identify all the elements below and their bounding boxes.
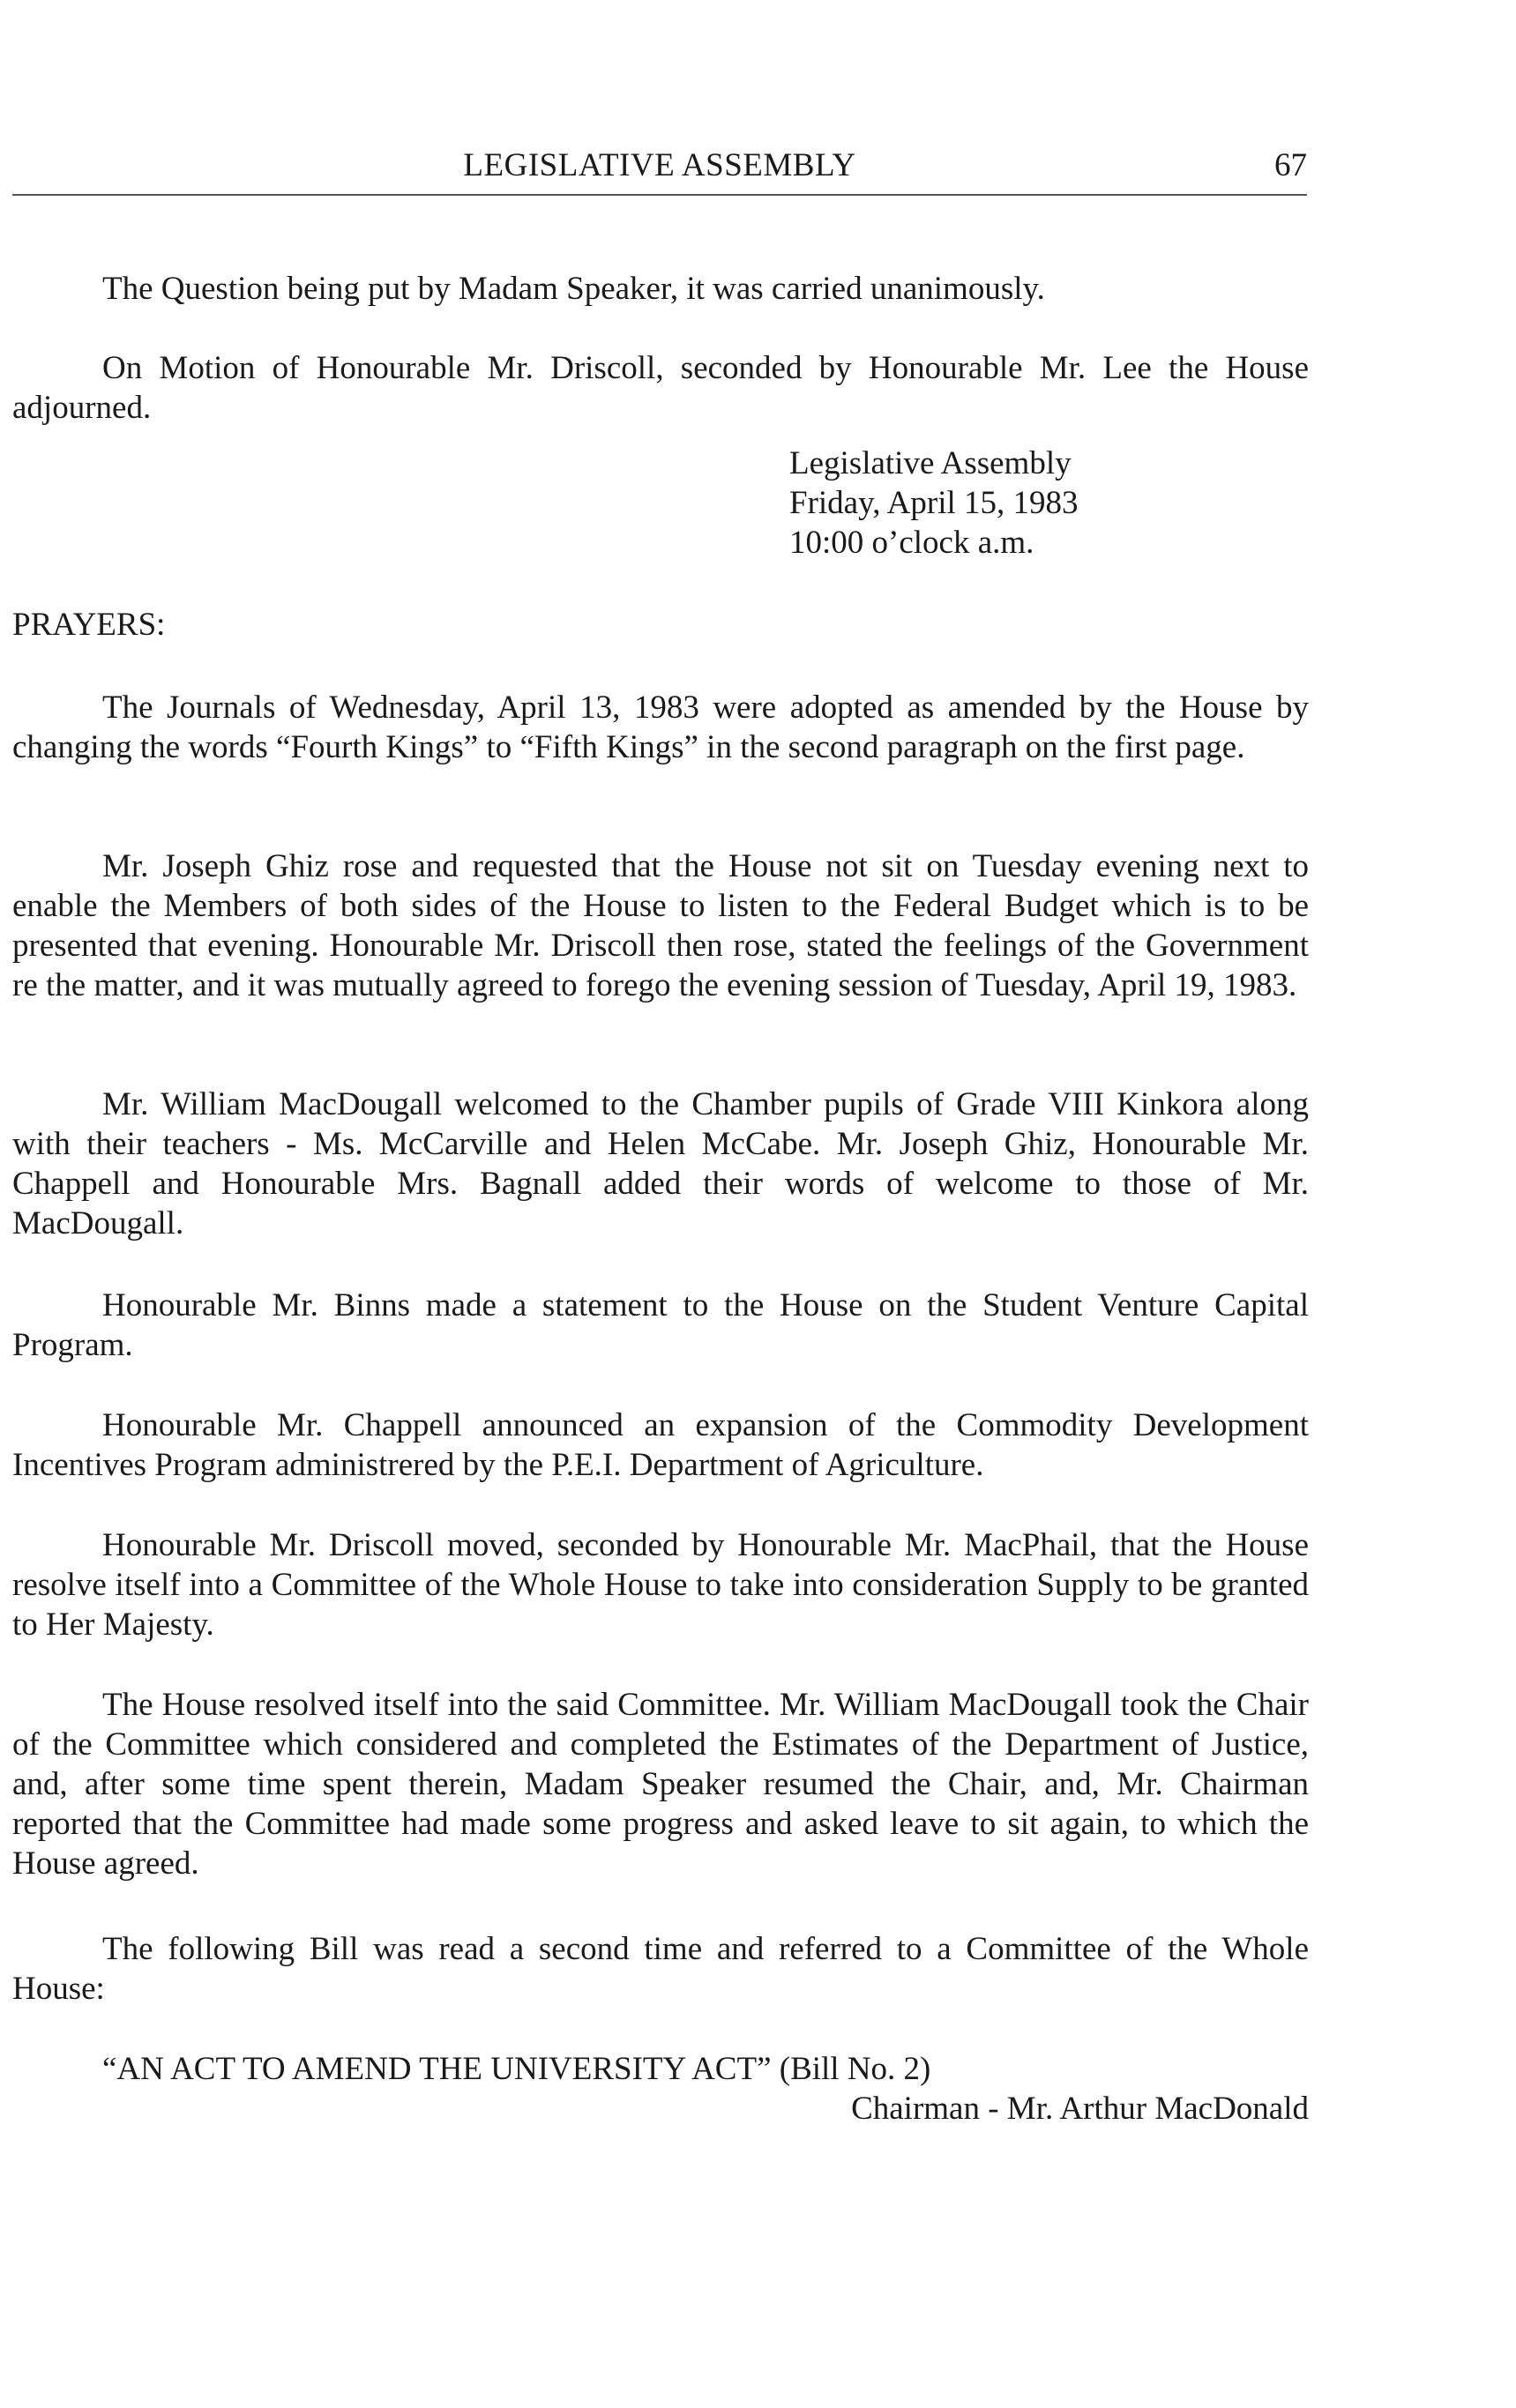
paragraph-welcome-pupils: Mr. William MacDougall welcomed to the Chamber pupils of Grade VIII Kinkora along with their teachers - Ms. McCarville and Helen McCabe. Mr. Joseph Ghiz, Honourable Mr. Chappell and Honourable Mrs. Bagnall added their words of welcome to those of Mr. MacDougall.	[12, 1086, 1309, 1241]
header-title: LEGISLATIVE ASSEMBLY	[463, 147, 856, 183]
page-number: 67	[1274, 147, 1307, 183]
page-header	[12, 141, 1307, 196]
paragraph-driscoll-motion: Honourable Mr. Driscoll moved, seconded by Honourable Mr. MacPhail, that the House resolve itself into a Committee of the Whole House to take into consideration Supply to be granted to Her Majesty.	[12, 1527, 1309, 1643]
paragraph-house-adjourned: On Motion of Honourable Mr. Driscoll, seconded by Honourable Mr. Lee the House adjourned.	[12, 350, 1309, 426]
paragraph-question-carried: The Question being put by Madam Speaker, it was carried unanimously.	[102, 271, 1045, 307]
bill-chairman: Chairman - Mr. Arthur MacDonald	[851, 2091, 1309, 2127]
session-date: Friday, April 15, 1983	[789, 485, 1079, 521]
paragraph-ghiz-request: Mr. Joseph Ghiz rose and requested that the House not sit on Tuesday evening next to enable the Members of both sides of the House to listen to the Federal Budget which is to be presented that evening. Honourable Mr. Driscoll then rose, stated the feelings of the Government re the matter, and it was mutually agreed to forego the evening session of Tuesday, April 19, 1983.	[12, 848, 1309, 1003]
bill-title: “AN ACT TO AMEND THE UNIVERSITY ACT” (Bill No. 2)	[102, 2051, 931, 2087]
session-time: 10:00 o’clock a.m.	[789, 525, 1034, 561]
paragraph-bill-referred: The following Bill was read a second time and referred to a Committee of the Whole House:	[12, 1931, 1309, 2007]
paragraph-journals-adopted: The Journals of Wednesday, April 13, 1983 were adopted as amended by the House by changing the words “Fourth Kings” to “Fifth Kings” in the second paragraph on the first page.	[12, 690, 1309, 765]
session-dateline	[789, 444, 1079, 563]
paragraph-chappell-announcement: Honourable Mr. Chappell announced an expansion of the Commodity Development Incentives Program administrered by the P.E.I. Department of Agriculture.	[12, 1407, 1309, 1483]
prayers-heading: PRAYERS:	[12, 607, 166, 643]
paragraph-committee-report: The House resolved itself into the said Committee. Mr. William MacDougall took the Chair of the Committee which considered and completed the Estimates of the Department of Justice, and, after some time spent therein, Madam Speaker resumed the Chair, and, Mr. Chairman reported that the Committee had made some progress and asked leave to sit again, to which the House agreed.	[12, 1687, 1309, 1882]
session-assembly: Legislative Assembly	[789, 445, 1072, 481]
paragraph-binns-statement: Honourable Mr. Binns made a statement to the House on the Student Venture Capital Program.	[12, 1287, 1309, 1363]
